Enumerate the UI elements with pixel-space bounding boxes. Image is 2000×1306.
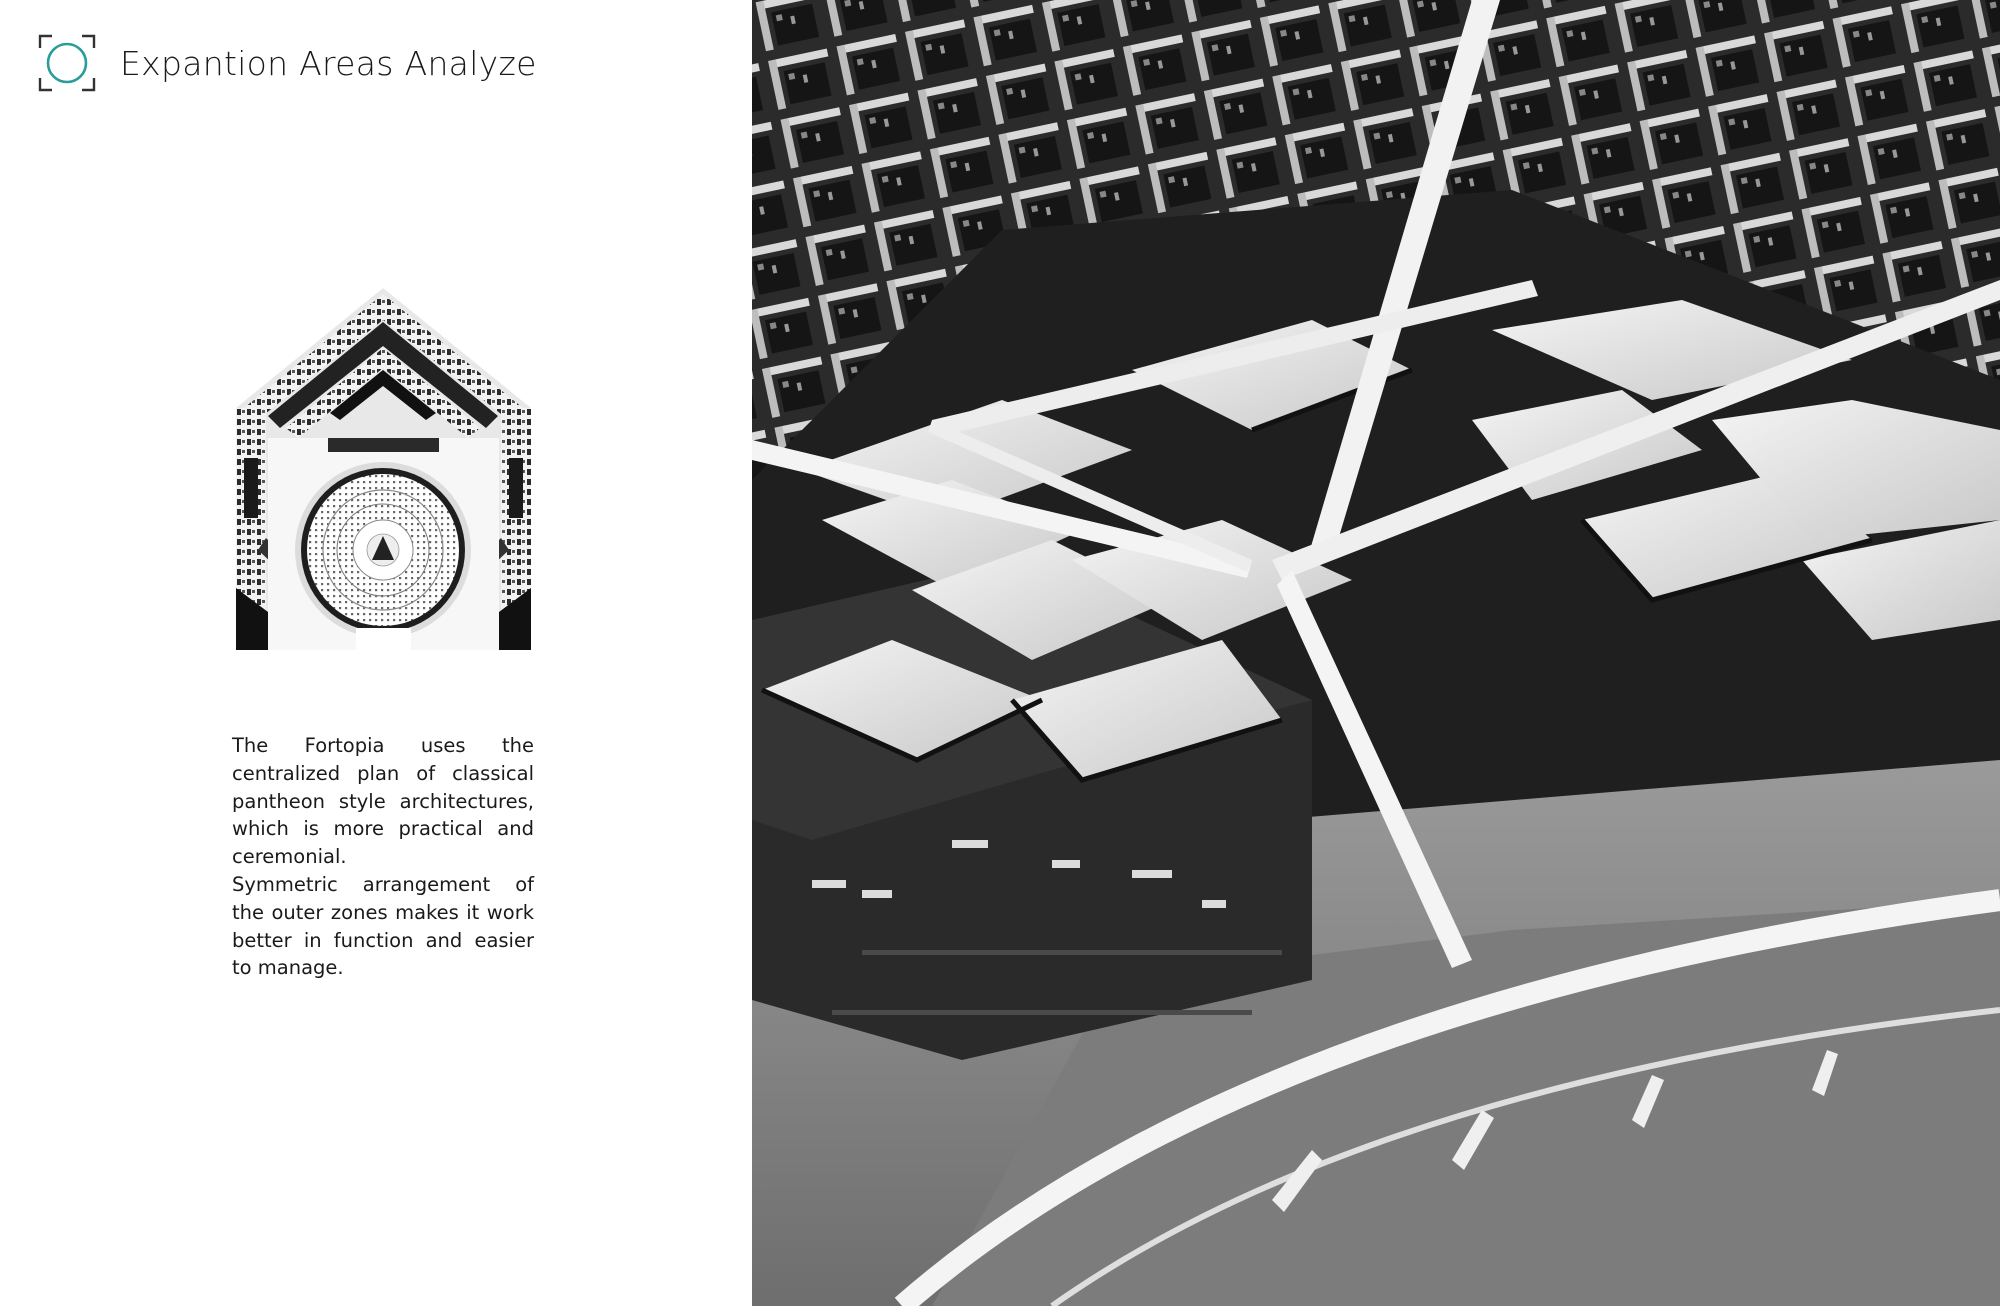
fortress-plan-drawing (236, 288, 531, 650)
description-text (232, 732, 534, 982)
focus-frame-circle-icon (38, 34, 96, 92)
page-header (38, 34, 537, 92)
aerial-render-grayscale (752, 0, 2000, 1306)
page-title: Expantion Areas Analyze (120, 43, 537, 83)
description-paragraph-1: The Fortopia uses the centralized plan of classical pantheon style architectures, which is more practical and ceremonial. (232, 734, 534, 869)
description-paragraph-2: Symmetric arrangement of the outer zones makes it work better in function and easier to manage. (232, 872, 534, 980)
